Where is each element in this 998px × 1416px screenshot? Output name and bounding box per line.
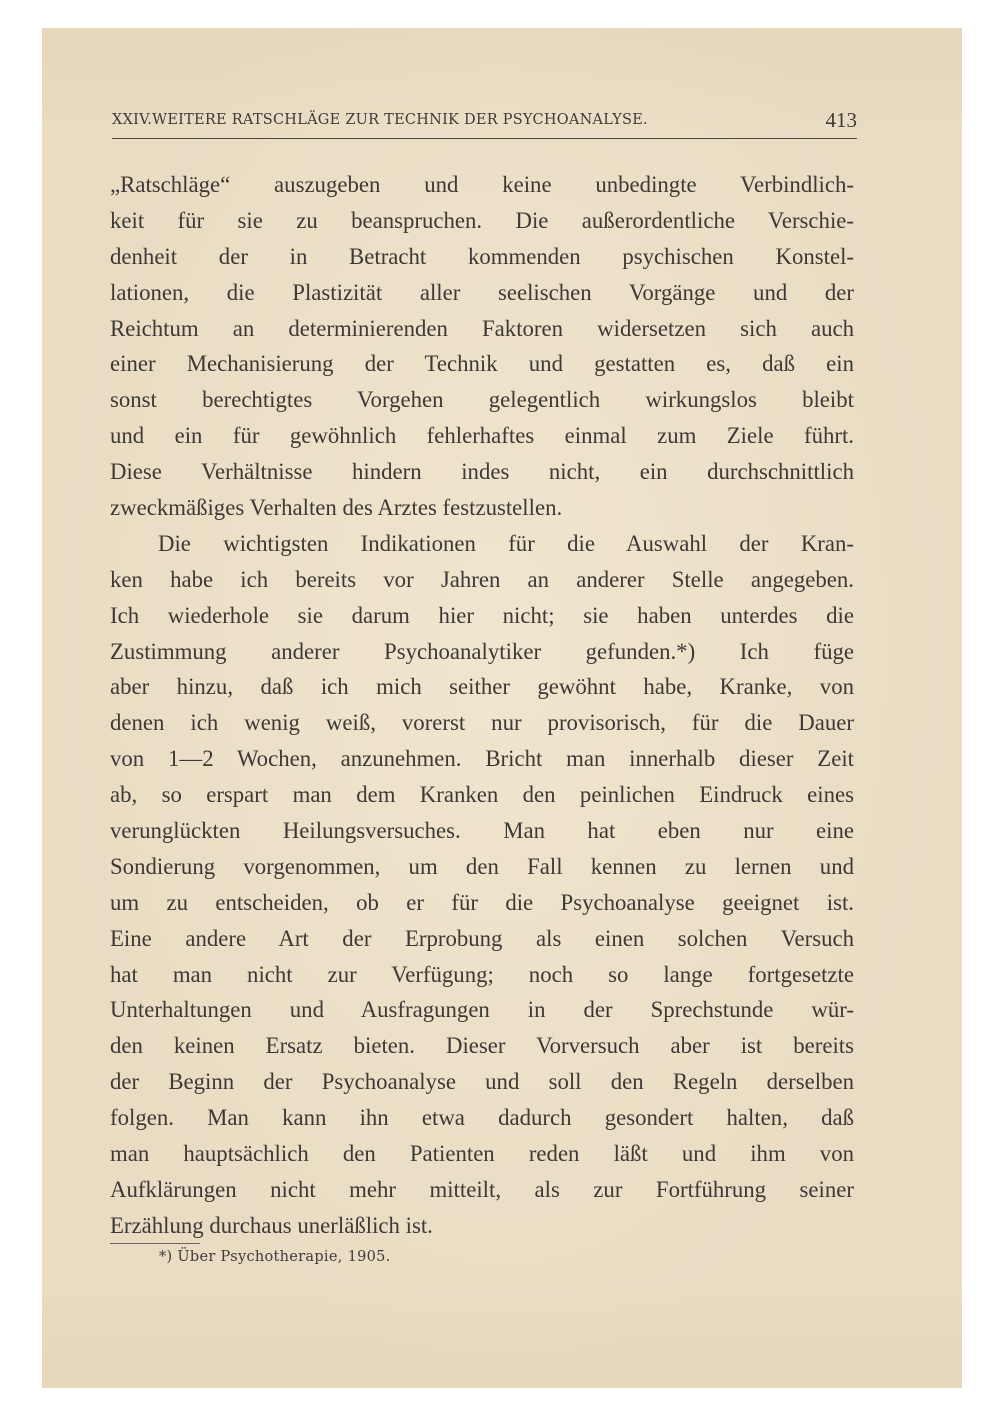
header-rule: [112, 138, 857, 139]
text-line: folgen. Man kann ihn etwa dadurch gesondert halten, daß: [110, 1105, 854, 1131]
text-line: hat man nicht zur Verfügung; noch so lange fortgesetzte: [110, 961, 854, 987]
footnote: *) Über Psychotherapie, 1905.: [159, 1249, 391, 1265]
text-line: und ein für gewöhnlich fehlerhaftes einmal zum Ziele führt.: [110, 423, 854, 449]
footnote-rule: [110, 1243, 200, 1244]
text-line: den keinen Ersatz bieten. Dieser Vorversuch aber ist bereits: [110, 1033, 854, 1059]
body-text: [110, 167, 854, 1244]
text-line: einer Mechanisierung der Technik und gestatten es, daß ein: [110, 351, 854, 377]
text-line: zweckmäßiges Verhalten des Arztes festzustellen.: [110, 495, 563, 521]
text-line: Aufklärungen nicht mehr mitteilt, als zur Fortführung seiner: [110, 1176, 854, 1202]
text-line: Zustimmung anderer Psychoanalytiker gefunden.*) Ich füge: [110, 638, 854, 664]
text-line: keit für sie zu beanspruchen. Die außerordentliche Verschie-: [110, 207, 854, 233]
text-line: denen ich wenig weiß, vorerst nur provisorisch, für die Dauer: [110, 710, 854, 736]
text-line: ab, so erspart man dem Kranken den peinlichen Eindruck eines: [110, 782, 854, 808]
text-line: Eine andere Art der Erprobung als einen solchen Versuch: [110, 925, 854, 951]
text-line: „Ratschläge“ auszugeben und keine unbedingte Verbindlich-: [110, 172, 854, 197]
text-line: man hauptsächlich den Patienten reden läßt und ihm von: [110, 1141, 854, 1167]
text-line: Sondierung vorgenommen, um den Fall kennen zu lernen und: [110, 853, 854, 879]
text-line: denheit der in Betracht kommenden psychischen Konstel-: [110, 243, 854, 269]
scanned-page: [42, 28, 962, 1388]
text-line: Die wichtigsten Indikationen für die Auswahl der Kran-: [158, 530, 854, 556]
text-line: um zu entscheiden, ob er für die Psychoanalyse geeignet ist.: [110, 889, 854, 915]
text-line: Reichtum an determinierenden Faktoren widersetzen sich auch: [110, 315, 854, 341]
text-line: Unterhaltungen und Ausfragungen in der Sprechstunde wür-: [110, 997, 854, 1023]
text-line: lationen, die Plastizität aller seelischen Vorgänge und der: [110, 279, 854, 305]
text-line: Diese Verhältnisse hindern indes nicht, ein durchschnittlich: [110, 459, 854, 485]
text-line: Ich wiederhole sie darum hier nicht; sie haben unterdes die: [110, 602, 854, 628]
text-line: sonst berechtigtes Vorgehen gelegentlich wirkungslos bleibt: [110, 387, 854, 413]
text-line: Erzählung durchaus unerläßlich ist.: [110, 1212, 433, 1238]
text-line: ken habe ich bereits vor Jahren an anderer Stelle angegeben.: [110, 566, 854, 592]
running-head: [112, 108, 857, 132]
text-line: von 1—2 Wochen, anzunehmen. Bricht man innerhalb dieser Zeit: [110, 746, 854, 772]
text-line: aber hinzu, daß ich mich seither gewöhnt habe, Kranke, von: [110, 674, 854, 700]
running-title: XXIV.WEITERE RATSCHLÄGE ZUR TECHNIK DER PSYCHOANALYSE.: [112, 112, 648, 128]
page-number: 413: [825, 108, 857, 132]
text-line: verunglückten Heilungsversuches. Man hat eben nur eine: [110, 818, 854, 844]
text-line: der Beginn der Psychoanalyse und soll den Regeln derselben: [110, 1069, 854, 1095]
